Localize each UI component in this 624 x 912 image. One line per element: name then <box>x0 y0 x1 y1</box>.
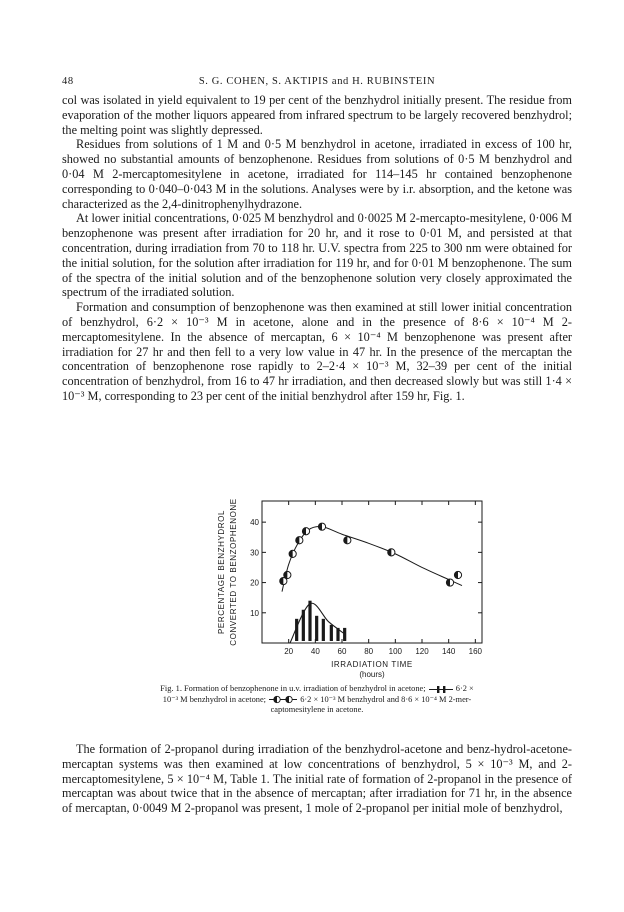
data-bar <box>308 601 311 641</box>
x-axis-label-line1: IRRADIATION TIME <box>331 660 413 669</box>
plot-frame <box>262 501 482 643</box>
paragraph-3: At lower initial concentrations, 0·025 M benzhydrol and 0·0025 M 2-mercapto-mesitylene, 0·006 M benzophenone was present after irradiation for 20 hr, and it rose to 0·01 M, and persisted at that concentration, during irradiation from 70 to 118 hr. U.V. spectra from 225 to 300 nm were obtained for the initial solution, for the solution after irradiation for 119 hr, and for 0·01 M benzophenone. The sum of the spectra of the initial solution and of the benzophenone solution very closely approximated the spectrum of the irradiated solution. <box>62 211 572 300</box>
x-tick-label: 20 <box>284 647 294 656</box>
body-text <box>62 93 572 404</box>
caption-line-2 <box>82 695 552 706</box>
x-tick-label: 80 <box>364 647 374 656</box>
caption-line1-text: Fig. 1. Formation of benzophenone in u.v. irradiation of benzhydrol in acetone; <box>160 684 426 693</box>
x-tick-label: 40 <box>310 647 320 656</box>
y-tick-label: 30 <box>250 548 259 558</box>
data-bar <box>330 625 333 641</box>
data-bar <box>295 619 298 641</box>
data-point <box>388 549 395 556</box>
data-point <box>302 528 309 535</box>
chart-axes <box>262 501 482 643</box>
x-axis-label-line2: (hours) <box>359 670 385 679</box>
paragraph-1: col was isolated in yield equivalent to 19 per cent of the benzhydrol initially present. The residue from evaporation of the mother liquors appeared from infrared spectrum to be largely recovered benzhydrol; the melting point was slightly depressed. <box>62 93 572 137</box>
data-point <box>289 550 296 557</box>
x-tick-label: 100 <box>388 647 403 656</box>
data-point <box>446 579 453 586</box>
caption-line-1 <box>82 684 552 695</box>
x-tick-label: 140 <box>441 647 456 656</box>
y-axis-label-line2: CONVERTED TO BENZOPHENONE <box>229 498 238 646</box>
page-number: 48 <box>62 76 74 87</box>
x-tick-label: 120 <box>415 647 429 656</box>
legend-bar-symbol <box>428 685 454 694</box>
paragraph-2: Residues from solutions of 1 M and 0·5 M benzhydrol in acetone, irradiated in excess of 100 hr, showed no substantial amounts of benzophenone. Residues from solutions of 0·5 M benzhydrol and 0·04 M 2-mercaptomesitylene in acetone, irradiated for 114–145 hr contained benzophenone corresponding to 0·040–0·043 M in the solutions. Analyses were by i.r. absorption, and the ketone was characterized as the 2,4-dinitrophenylhydrazone. <box>62 137 572 211</box>
y-tick-label: 20 <box>250 578 259 588</box>
figure-caption <box>82 684 552 716</box>
paragraph-5: The formation of 2-propanol during irradiation of the benzhydrol-acetone and benz-hydrol-acetone-mercaptan systems was then examined at low concentrations of benzhydrol, 5 × 10⁻³ M, and 2-mercaptomesitylene, 5 × 10⁻⁴ M, Table 1. The initial rate of formation of 2-propanol in the presence of mercaptan was about twice that in the absence of mercaptan; after irradiation for 71 hr, in the absence of mercaptan, 0·0049 M 2-propanol was present, 1 mole of 2-propanol per initial mole of benzhydrol, <box>62 742 572 816</box>
caption-line2-suffix: 6·2 × 10⁻³ M benzhydrol and 8·6 × 10⁻⁴ M 2-mer- <box>300 694 472 704</box>
benzophenone-chart <box>150 493 490 683</box>
data-point <box>296 537 303 544</box>
data-bar <box>343 628 346 641</box>
data-bar <box>315 616 318 641</box>
x-tick-label: 60 <box>337 647 347 656</box>
caption-line2-text: 10⁻³ M benzhydrol in acetone; <box>162 694 266 704</box>
data-bar <box>302 610 305 641</box>
page <box>62 0 572 912</box>
y-axis-label-line1: PERCENTAGE BENZHYDROL <box>217 509 226 635</box>
data-point <box>344 537 351 544</box>
data-point <box>454 571 461 578</box>
data-bar <box>322 619 325 641</box>
caption-line-3: captomesitylene in acetone. <box>270 705 364 715</box>
y-tick-label: 40 <box>250 518 259 528</box>
x-tick-label: 160 <box>468 647 483 656</box>
running-head: S. G. COHEN, S. AKTIPIS and H. RUBINSTEIN <box>198 76 436 87</box>
legend-circle-symbol <box>268 695 298 704</box>
data-point <box>318 523 325 530</box>
figure-1 <box>150 493 490 683</box>
chart-marks <box>280 523 462 641</box>
lower-text <box>62 742 572 816</box>
mercaptan-curve <box>282 526 462 591</box>
y-tick-label: 10 <box>250 608 259 618</box>
page-header <box>62 76 572 90</box>
paragraph-4: Formation and consumption of benzophenone was then examined at still lower initial concentration of benzhydrol, 6·2 × 10⁻³ M in acetone, alone and in the presence of 8·6 × 10⁻⁴ M 2-mercaptomesitylene. In the absence of mercaptan, 6 × 10⁻⁴ M benzophenone was present after irradiation for 27 hr and then fell to a very low value in 47 hr. In the presence of the mercaptan the concentration of benzophenone rose rapidly to 2–2·4 × 10⁻³ M, 32–39 per cent of the initial concentration of benzhydrol, from 16 to 47 hr irradiation, and then decreased slowly but was still 1·4 × 10⁻³ M, corresponding to 23 per cent of the initial benzhydrol after 159 hr, Fig. 1. <box>62 300 572 403</box>
data-point <box>284 571 291 578</box>
caption-line1-suffix: 6·2 × <box>455 684 474 693</box>
data-bar <box>336 628 339 641</box>
